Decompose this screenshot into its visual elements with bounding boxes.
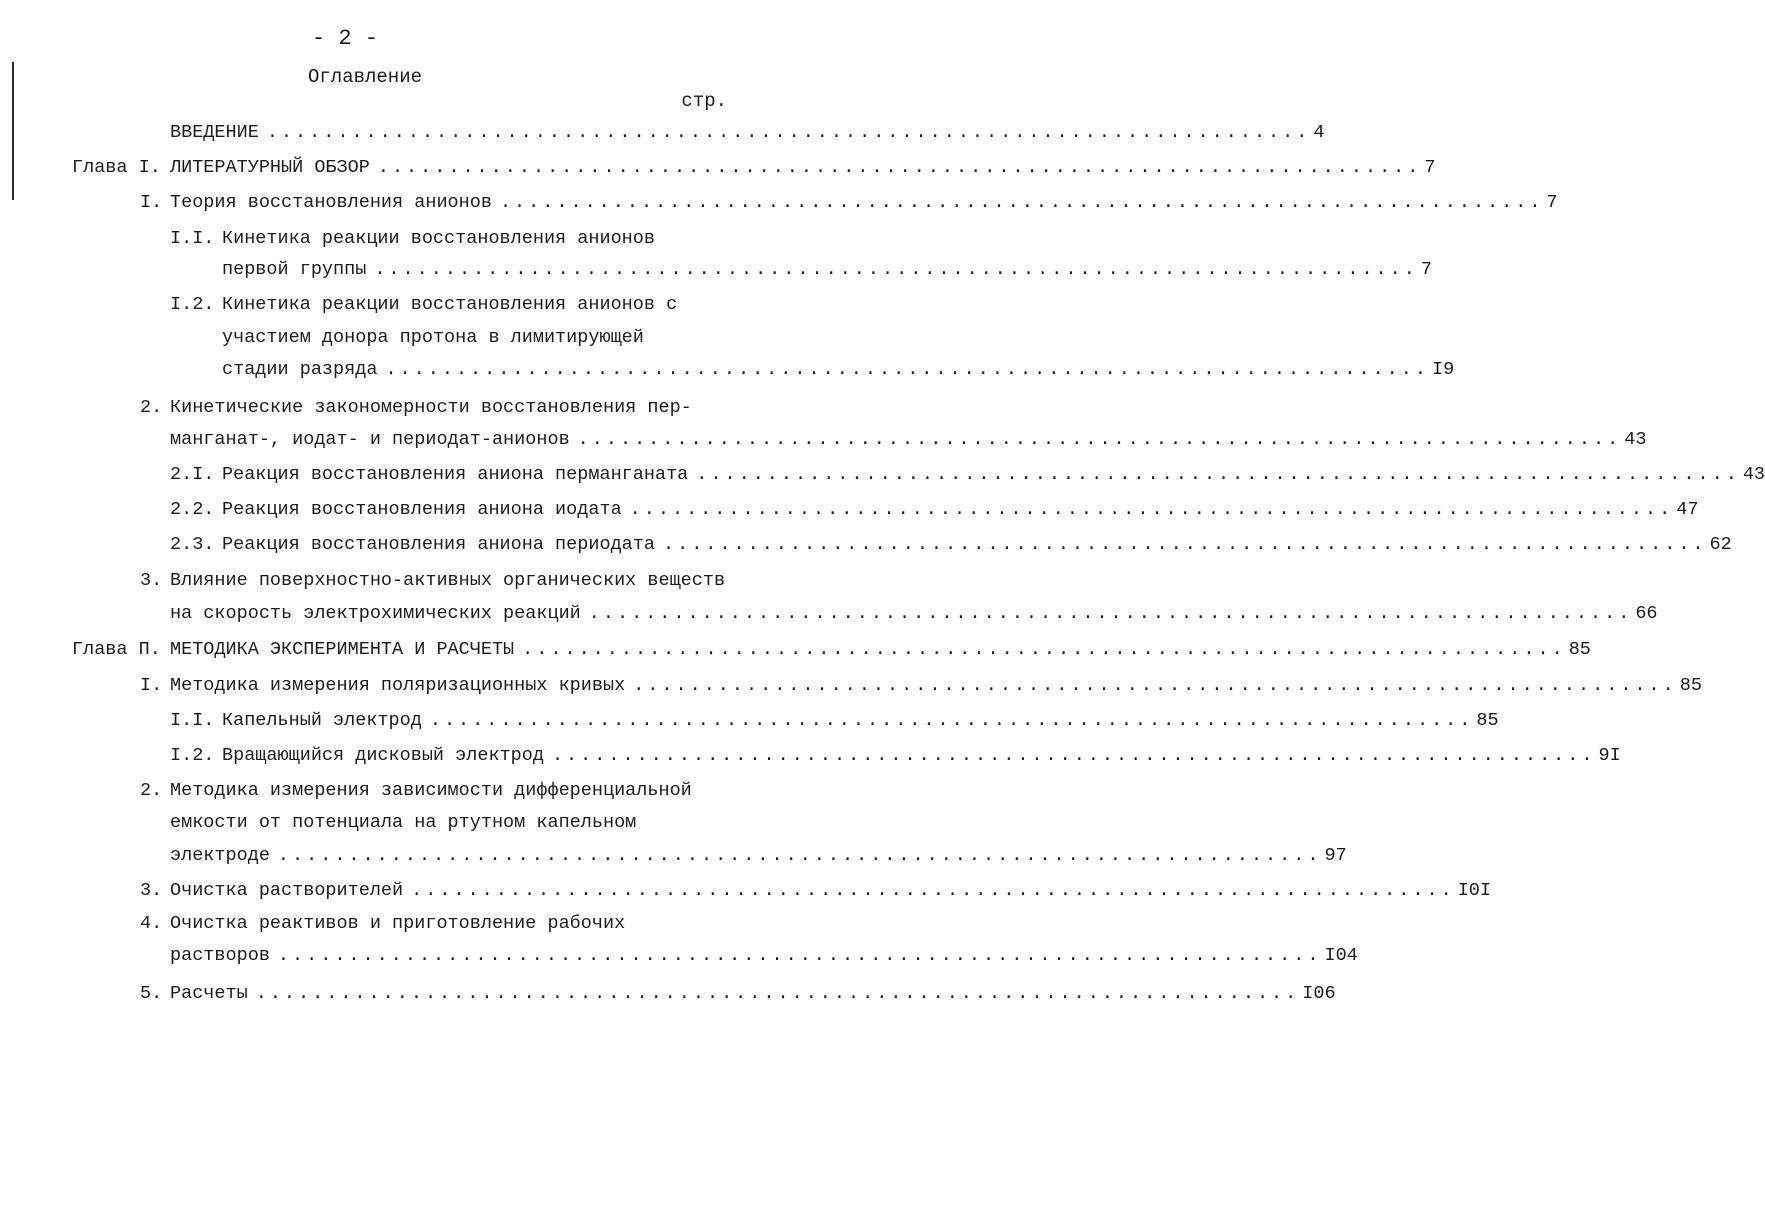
toc-entry-introduction[interactable]: ВВЕДЕНИЕ .......................................................................... 4 [170, 122, 1325, 143]
section-number: I. [140, 675, 163, 696]
toc-entry-II-2-line1: Методика измерения зависимости дифференциальной [170, 780, 692, 801]
toc-page: 7 [1424, 157, 1436, 178]
toc-page: 9I [1598, 745, 1621, 766]
section-number: 5. [140, 983, 163, 1004]
section-number: I. [140, 192, 163, 213]
toc-entry-II-1[interactable]: Методика измерения поляризационных кривых .......................................................................... 85 [170, 675, 1702, 696]
toc-entry-1-2-line2: участием донора протона в лимитирующей [222, 327, 644, 348]
toc-page: 62 [1709, 534, 1732, 555]
toc-entry-II-2[interactable]: электроде .......................................................................... 97 [170, 845, 1347, 866]
toc-page: I04 [1324, 945, 1358, 966]
toc-entry-2-line1: Кинетические закономерности восстановления пер- [170, 397, 692, 418]
page-column-label: стр. [681, 90, 727, 112]
toc-page: 85 [1476, 710, 1499, 731]
toc-entry-II-3[interactable]: Очистка растворителей .......................................................................... I0I [170, 880, 1491, 901]
section-number: 2. [140, 397, 163, 418]
toc-entry-chapter-2[interactable]: МЕТОДИКА ЭКСПЕРИМЕНТА И РАСЧЕТЫ .......................................................................... 85 [170, 639, 1591, 660]
toc-entry-1-2-line1: Кинетика реакции восстановления анионов с [222, 294, 678, 315]
section-number: 2. [140, 780, 163, 801]
toc-page: 85 [1679, 675, 1702, 696]
toc-page: I0I [1457, 880, 1491, 901]
toc-entry-chapter-1[interactable]: ЛИТЕРАТУРНЫЙ ОБЗОР .......................................................................... 7 [170, 157, 1436, 178]
subsection-number: 2.2. [170, 499, 215, 520]
toc-page: I06 [1302, 983, 1336, 1004]
toc-page: 66 [1635, 603, 1658, 624]
toc-entry-2-1[interactable]: Реакция восстановления аниона перманганата .......................................................................... 43 [222, 464, 1765, 485]
toc-page: 43 [1742, 464, 1765, 485]
toc-entry-2-3[interactable]: Реакция восстановления аниона периодата .......................................................................... 62 [222, 534, 1732, 555]
section-number: 3. [140, 570, 163, 591]
toc-title: Оглавление [307, 66, 423, 88]
page-number: - 2 - [311, 26, 378, 51]
toc-entry-3-line1: Влияние поверхностно-активных органических веществ [170, 570, 726, 591]
toc-page: 7 [1546, 192, 1558, 213]
section-number: 3. [140, 880, 163, 901]
subsection-number: 2.I. [170, 464, 215, 485]
toc-entry-1-1-line1: Кинетика реакции восстановления анионов [222, 228, 655, 249]
toc-page: I9 [1431, 359, 1455, 380]
chapter-label: Глава П. [72, 639, 161, 660]
subsection-number: I.I. [170, 228, 215, 249]
subsection-number: I.2. [170, 745, 215, 766]
toc-entry-2-2[interactable]: Реакция восстановления аниона иодата .......................................................................... 47 [222, 499, 1699, 520]
toc-entry-3[interactable]: на скорость электрохимических реакций .......................................................................... 66 [170, 603, 1658, 624]
toc-entry-II-2-line2: емкости от потенциала на ртутном капельном [170, 812, 637, 833]
toc-entry-II-5[interactable]: Расчеты .......................................................................... I06 [170, 983, 1336, 1004]
toc-entry-1-2[interactable]: стадии разряда .......................................................................... I9 [222, 359, 1455, 380]
subsection-number: I.I. [170, 710, 215, 731]
section-number: 4. [140, 913, 163, 934]
toc-entry-2[interactable]: манганат-, иодат- и периодат-анионов .......................................................................... 43 [170, 429, 1647, 450]
toc-page: 4 [1313, 122, 1325, 143]
toc-page: 7 [1420, 259, 1432, 280]
toc-entry-II-1-2[interactable]: Вращающийся дисковый электрод .......................................................................... 9I [222, 745, 1621, 766]
toc-page: 47 [1676, 499, 1699, 520]
toc-page: 43 [1624, 429, 1647, 450]
toc-page: 85 [1568, 639, 1591, 660]
chapter-label: Глава I. [72, 157, 161, 178]
subsection-number: 2.3. [170, 534, 215, 555]
toc-entry-II-1-1[interactable]: Капельный электрод .......................................................................... 85 [222, 710, 1499, 731]
subsection-number: I.2. [170, 294, 215, 315]
toc-entry-II-4[interactable]: растворов .......................................................................... I04 [170, 945, 1358, 966]
toc-entry-1-1[interactable]: первой группы .......................................................................... 7 [222, 259, 1432, 280]
toc-entry-II-4-line1: Очистка реактивов и приготовление рабочих [170, 913, 626, 934]
toc-entry-1[interactable]: Теория восстановления анионов .......................................................................... 7 [170, 192, 1558, 213]
toc-page: 97 [1324, 845, 1347, 866]
